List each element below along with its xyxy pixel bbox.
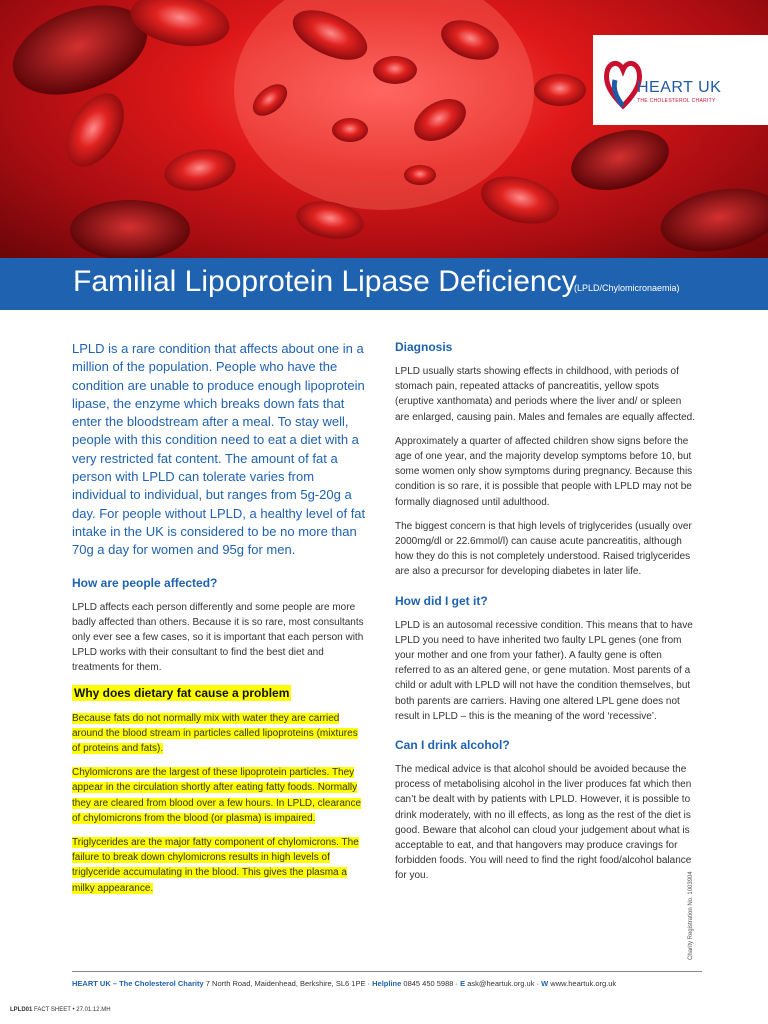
diagnosis-paragraph-3: The biggest concern is that high levels of triglycerides (usually over 2000mg/dl or 22.6mmol/l) can cause acute pancreatitis, although how they do this is not completely understood. Raised triglycerides are also a precursor for developing diabetes in later life. [395,520,692,578]
footer-org: HEART UK – The Cholesterol Charity [72,979,204,988]
diagnosis-paragraph-2: Approximately a quarter of affected children show signs before the age of one year, and the majority develop symptoms before 10, but some women only show symptoms during pregnancy. Because this condition is so rare, it is possible that people with LPLD may not be formally diagnosed until adulthood. [395,435,693,508]
how-get-it-heading: How did I get it? [395,593,488,608]
affected-heading: How are people affected? [72,575,218,590]
fat-problem-heading-text: Why does dietary fat cause a problem [74,685,290,700]
fat-problem-heading [72,685,368,701]
sheet-info: FACT SHEET • 27.01.12.MH [32,1007,111,1013]
diagnosis-heading: Diagnosis [395,340,453,354]
footer-email-link[interactable]: ask@heartuk.org.uk · [465,979,542,988]
page-title: Familial Lipoprotein Lipase Deficiency [73,265,577,298]
footer-web-link[interactable]: www.heartuk.org.uk [548,979,617,988]
sheet-code: LPLD01 [10,1007,33,1013]
fat-paragraph-1-text: Because fats do not normally mix with water they are carried around the blood stream in particles called lipoproteins (mixtures of proteins and fats). [72,712,358,754]
footer-contact [72,979,616,988]
logo-tagline: THE CHOLESTEROL CHARITY [637,98,716,104]
how-get-it-paragraph: LPLD is an autosomal recessive condition. This means that to have LPLD you need to have inherited two faulty LPL genes (one from your mother and one from your father). A faulty gene is often referred to as an altered gene, or gene mutation. Most parents of a child or adult with LPLD will not have the condition themselves, but both parents are carriers. Having one altered LPL gene does not result in LPLD – this is the meaning of the word ‘recessive’. [395,619,693,722]
fact-sheet-code [10,1007,111,1013]
footer-helpline: 0845 450 5988 · [401,979,461,988]
page-subtitle: (LPLD/Chylomicronaemia) [574,283,680,293]
footer-helpline-label: Helpline [372,979,402,988]
alcohol-paragraph: The medical advice is that alcohol should be avoided because the process of metabolising alcohol in the liver produces fat which then can’t be dealt with by patients with LPLD. However, it is possible to drink moderately, with no ill effects, as long as the rest of the diet is good. Beware that alcohol can cloud your judgement about what is acceptable to eat, and that hangovers may produce cravings for forbidden foods. You will need to find the right food/alcohol balance for you. [395,764,692,882]
logo-name: HEART UK [637,79,722,96]
intro-paragraph: LPLD is a rare condition that affects about one in a million of the population. People who have the condition are unable to produce enough lipoprotein lipase, the enzyme which breaks down fats that enter the bloodstream after a meal. To stay well, people with this condition need to eat a diet with a very restricted fat content. The amount of fat a person with LPLD can tolerate varies from individual to individual, but ranges from 5g-20g a day. For people without LPLD, a healthy level of fat intake in the UK is considered to be no more than 70g a day for women and 95g for men. [72,341,366,558]
footer-web-label: W [541,979,549,988]
fat-paragraph-2-text: Chylomicrons are the largest of these lipoprotein particles. They appear in the circulation shortly after eating fatty foods. Normally they are cleared from blood over a few hours. In LPLD, clearance of chylomicrons from the blood (or plasma) is impaired. [72,767,362,824]
footer-divider [72,971,702,972]
heart-uk-logo [593,35,768,125]
fat-paragraph-3-text: Triglycerides are the major fatty component of chylomicrons. The failure to break down chylomicrons results in high levels of triglyceride accumulating in the blood. This gives the plasma a milky appearance. [72,837,359,894]
footer-email-label: E [460,979,466,988]
alcohol-heading: Can I drink alcohol? [395,738,510,753]
diagnosis-paragraph-1: LPLD usually starts showing effects in childhood, with periods of stomach pain, repeated attacks of pancreatitis, yellow spots (eruptive xanthomata) and periods where the liver and/ or spleen are enlarged, causing pain. Males and females are equally affected. [395,366,696,423]
fat-paragraph-2 [72,765,368,826]
right-column [395,340,697,893]
fat-paragraph-1 [72,711,368,757]
fat-paragraph-3 [72,835,368,896]
left-column [72,340,368,905]
charity-registration: Charity Registration No. 1003904 [688,871,694,960]
footer-address: 7 North Road, Maidenhead, Berkshire, SL6 1PE · [203,979,373,988]
affected-paragraph: LPLD affects each person differently and some people are more badly affected than others. Because it is so rare, most consultants only ever see a few cases, so it is important that each person with LPLD works with their consultant to find the best diet and treatments for them. [72,601,364,674]
